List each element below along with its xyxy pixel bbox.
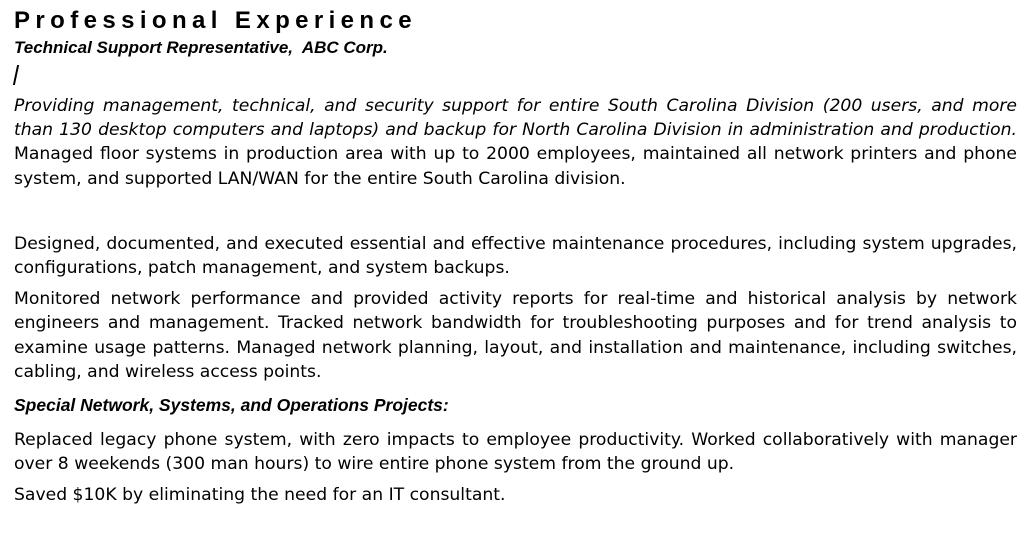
summary-italic-text: Providing management, technical, and security support for entire South Carolina Division (200 users, and more than 130 desktop computers and laptops) and backup for North Carolina Division in administration and production. <box>14 96 1017 141</box>
section-heading: Professional Experience <box>14 7 417 34</box>
job-title: Technical Support Representative, ABC Corp. <box>14 38 388 57</box>
projects-subheading: Special Network, Systems, and Operations Projects: <box>14 395 449 416</box>
paragraph-savings: Saved $10K by eliminating the need for an IT consultant. <box>14 485 506 506</box>
blank-space <box>14 191 1017 232</box>
text-cursor <box>13 65 19 85</box>
paragraph-monitoring: Monitored network performance and provided activity reports for real-time and historical analysis by network engineers and management. Tracked network bandwidth for troubleshooting purposes and for trend analysis to examine usage patterns. Managed network planning, layout, and installation and maintenance, including switches, cabling, and wireless access points. <box>14 289 1017 382</box>
summary-text: Managed floor systems in production area with up to 2000 employees, maintained all network printers and phone system, and supported LAN/WAN for the entire South Carolina division. <box>14 144 1017 189</box>
document-body[interactable] <box>14 6 1017 508</box>
paragraph-phone-system: Replaced legacy phone system, with zero impacts to employee productivity. Worked collaboratively with manager over 8 weekends (300 man hours) to wire entire phone system from the ground up. <box>14 430 1017 475</box>
paragraph-summary <box>14 94 1017 191</box>
paragraph-maintenance: Designed, documented, and executed essential and effective maintenance procedures, including system upgrades, configurations, patch management, and system backups. <box>14 233 1017 279</box>
empty-line[interactable] <box>14 60 1017 94</box>
